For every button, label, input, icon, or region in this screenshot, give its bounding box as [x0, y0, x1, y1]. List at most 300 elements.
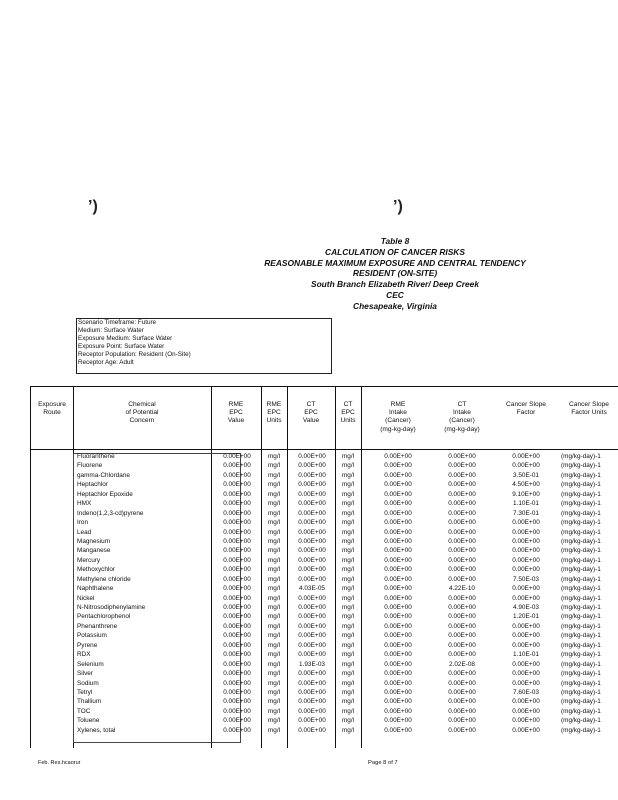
ct-epc-value: 0.00E+00	[298, 528, 326, 536]
rme-epc-units: mg/l	[267, 547, 281, 555]
ct-epc-units: mg/l	[341, 547, 355, 555]
cancer-slope-factor: 7.60E-03	[513, 688, 539, 696]
table-row	[31, 471, 618, 480]
rme-epc-units: mg/l	[267, 453, 281, 460]
ct-epc-units: mg/l	[341, 556, 355, 564]
rme-epc-units: mg/l	[267, 679, 281, 687]
chemical-name: Pentachlorophenol	[77, 613, 131, 621]
rme-intake: 0.00E+00	[384, 490, 412, 498]
ct-epc-value: 0.00E+00	[298, 471, 326, 479]
chemical-name: Heptachlor Epoxide	[77, 490, 133, 498]
rme-intake: 0.00E+00	[384, 566, 412, 574]
table-subtitle: REASONABLE MAXIMUM EXPOSURE AND CENTRAL TENDENCY	[264, 257, 526, 268]
cancer-slope-factor: 0.00E+00	[512, 528, 540, 536]
cancer-slope-factor-units: (mg/kg-day)-1	[561, 632, 601, 640]
rme-intake: 0.00E+00	[384, 613, 412, 621]
ct-intake: 2.02E-08	[449, 660, 475, 668]
rme-intake: 0.00E+00	[384, 585, 412, 593]
rme-epc-units: mg/l	[267, 707, 281, 715]
ct-intake: 0.00E+00	[448, 679, 476, 687]
ct-epc-value: 0.00E+00	[298, 604, 326, 611]
cancer-slope-factor: 1.10E-01	[513, 651, 539, 659]
ct-intake: 0.00E+00	[448, 641, 476, 649]
table-row	[31, 546, 618, 555]
ct-epc-value: 0.00E+00	[298, 519, 326, 527]
cancer-slope-factor-units: (mg/kg-day)-1	[561, 707, 601, 715]
ct-epc-value: 1.93E-03	[299, 660, 325, 668]
scenario-medium: Medium: Surface Water	[78, 326, 144, 334]
receptor-title: RESIDENT (ON-SITE)	[352, 268, 438, 279]
cancer-slope-factor-units: (mg/kg-day)-1	[561, 490, 601, 498]
rme-epc-value: 0.00E+00	[223, 604, 251, 611]
header-ct-epc-units: CT EPC Units	[340, 401, 356, 425]
rme-epc-units: mg/l	[267, 490, 281, 498]
table-row	[31, 669, 618, 678]
table-row	[31, 679, 618, 688]
ct-epc-units: mg/l	[341, 453, 355, 460]
chemical-name: HMX	[77, 500, 92, 508]
table-row	[31, 556, 618, 565]
rme-epc-units: mg/l	[267, 594, 281, 602]
scenario-exposure-point: Exposure Point: Surface Water	[78, 342, 165, 350]
cancer-slope-factor-units: (mg/kg-day)-1	[561, 481, 601, 489]
ct-epc-units: mg/l	[341, 707, 355, 715]
ct-epc-value: 0.00E+00	[298, 622, 326, 630]
chemical-name: Fluoranthene	[77, 453, 115, 460]
cancer-slope-factor-units: (mg/kg-day)-1	[561, 641, 601, 649]
ct-intake: 0.00E+00	[448, 462, 476, 470]
header-ct-intake: CT Intake (Cancer) (mg-kg-day)	[444, 401, 480, 433]
chemical-name: Nickel	[77, 594, 95, 602]
rme-intake: 0.00E+00	[384, 670, 412, 678]
table-title: CALCULATION OF CANCER RISKS	[325, 246, 465, 257]
ct-intake: 0.00E+00	[448, 471, 476, 479]
ct-intake: 0.00E+00	[448, 717, 476, 725]
ct-epc-units: mg/l	[341, 462, 355, 470]
rme-intake: 0.00E+00	[384, 519, 412, 527]
ct-intake: 0.00E+00	[448, 707, 476, 715]
cancer-slope-factor-units: (mg/kg-day)-1	[561, 471, 601, 479]
cancer-slope-factor: 0.00E+00	[512, 632, 540, 640]
ct-epc-units: mg/l	[341, 566, 355, 574]
rme-epc-units: mg/l	[267, 641, 281, 649]
footer-page-number: Page 8 of 7	[368, 760, 398, 766]
cancer-slope-factor: 0.00E+00	[512, 453, 540, 460]
table-row	[31, 603, 618, 612]
ct-intake: 0.00E+00	[448, 566, 476, 574]
header-rme-intake: RME Intake (Cancer) (mg-kg-day)	[380, 401, 416, 433]
ct-epc-value: 0.00E+00	[298, 453, 326, 460]
cancer-slope-factor: 0.00E+00	[512, 537, 540, 545]
ct-epc-value: 0.00E+00	[298, 613, 326, 621]
chemical-name: Pyrene	[77, 641, 98, 649]
ct-epc-units: mg/l	[341, 622, 355, 630]
table-row	[31, 660, 618, 669]
ct-epc-value: 4.03E-05	[299, 585, 325, 593]
ct-intake: 0.00E+00	[448, 556, 476, 564]
scenario-exposure-medium: Exposure Medium: Surface Water	[78, 334, 173, 342]
cancer-slope-factor-units: (mg/kg-day)-1	[561, 519, 601, 527]
chemical-name: Tetryl	[77, 688, 93, 696]
rme-epc-units: mg/l	[267, 651, 281, 659]
cancer-slope-factor: 0.00E+00	[512, 670, 540, 678]
chemical-name: Heptachlor	[77, 481, 108, 489]
ct-intake: 0.00E+00	[448, 688, 476, 696]
cancer-slope-factor: 7.30E-01	[513, 509, 539, 517]
rme-intake: 0.00E+00	[384, 707, 412, 715]
chemical-name: RDX	[77, 651, 91, 659]
ct-epc-value: 0.00E+00	[298, 632, 326, 640]
rme-epc-units: mg/l	[267, 519, 281, 527]
chemical-name: Thallium	[77, 698, 102, 706]
ct-epc-units: mg/l	[341, 585, 355, 593]
table-row	[31, 622, 618, 631]
rme-epc-units: mg/l	[267, 537, 281, 545]
ct-epc-units: mg/l	[341, 717, 355, 725]
rme-intake: 0.00E+00	[384, 528, 412, 536]
chemical-name: Fluorene	[77, 462, 103, 470]
ct-epc-value: 0.00E+00	[298, 726, 326, 734]
rme-intake: 0.00E+00	[384, 537, 412, 545]
rme-intake: 0.00E+00	[384, 462, 412, 470]
rme-epc-value: 0.00E+00	[223, 566, 251, 574]
scenario-receptor-age: Receptor Age: Adult	[78, 358, 134, 366]
rme-intake: 0.00E+00	[384, 594, 412, 602]
rme-intake: 0.00E+00	[384, 679, 412, 687]
ct-epc-units: mg/l	[341, 670, 355, 678]
chemical-name: Toluene	[77, 717, 100, 725]
rme-epc-value: 0.00E+00	[223, 717, 251, 725]
chemical-name: Xylenes, total	[77, 726, 116, 734]
footer-filename: Feb. Res.hcaorur	[38, 760, 81, 766]
ct-epc-units: mg/l	[341, 641, 355, 649]
ct-epc-value: 0.00E+00	[298, 537, 326, 545]
rme-epc-units: mg/l	[267, 500, 281, 508]
header-ct-epc-value: CT EPC Value	[302, 401, 320, 425]
rme-epc-units: mg/l	[267, 726, 281, 734]
rme-intake: 0.00E+00	[384, 651, 412, 659]
rme-epc-value: 0.00E+00	[223, 670, 251, 678]
cancer-slope-factor: 0.00E+00	[512, 679, 540, 687]
rme-intake: 0.00E+00	[384, 575, 412, 583]
rme-epc-units: mg/l	[267, 471, 281, 479]
cancer-slope-factor: 0.00E+00	[512, 707, 540, 715]
ct-epc-value: 0.00E+00	[298, 556, 326, 564]
table-row	[31, 726, 618, 735]
chemical-name: Naphthalene	[77, 585, 114, 593]
header-chemical: Chemical of Potential Concern	[125, 401, 159, 425]
ct-intake: 0.00E+00	[448, 519, 476, 527]
chemical-name: gamma-Chlordane	[77, 471, 130, 479]
ct-epc-units: mg/l	[341, 528, 355, 536]
ct-intake: 0.00E+00	[448, 500, 476, 508]
cancer-slope-factor: 0.00E+00	[512, 698, 540, 706]
cancer-slope-factor: 7.50E-03	[513, 575, 539, 583]
rme-epc-value: 0.00E+00	[223, 660, 251, 668]
table-row	[31, 499, 618, 508]
rme-epc-value: 0.00E+00	[223, 707, 251, 715]
cancer-risk-table	[30, 386, 618, 748]
site-name: South Branch Elizabeth River/ Deep Creek	[310, 279, 479, 290]
cancer-slope-factor-units: (mg/kg-day)-1	[561, 585, 601, 593]
rme-epc-units: mg/l	[267, 604, 281, 611]
ct-epc-units: mg/l	[341, 679, 355, 687]
rme-epc-value: 0.00E+00	[223, 519, 251, 527]
rme-intake: 0.00E+00	[384, 453, 412, 460]
cancer-slope-factor-units: (mg/kg-day)-1	[561, 509, 601, 517]
rme-epc-value: 0.00E+00	[223, 613, 251, 621]
ct-intake: 0.00E+00	[448, 481, 476, 489]
ct-epc-value: 0.00E+00	[298, 707, 326, 715]
header-cancer-slope-factor: Cancer Slope Factor	[506, 401, 546, 417]
ct-intake: 0.00E+00	[448, 490, 476, 498]
chemical-name: Mercury	[77, 556, 101, 564]
rme-epc-value: 0.00E+00	[223, 594, 251, 602]
rme-intake: 0.00E+00	[384, 604, 412, 611]
table-row	[31, 461, 618, 470]
rme-intake: 0.00E+00	[384, 547, 412, 555]
cancer-slope-factor-units: (mg/kg-day)-1	[561, 660, 601, 668]
table-body	[31, 452, 618, 735]
ct-epc-units: mg/l	[341, 613, 355, 621]
chemical-name: Lead	[77, 528, 92, 536]
cancer-slope-factor: 0.00E+00	[512, 462, 540, 470]
rme-epc-units: mg/l	[267, 632, 281, 640]
table-row	[31, 716, 618, 725]
cancer-slope-factor-units: (mg/kg-day)-1	[561, 594, 601, 602]
cancer-slope-factor: 1.20E-01	[513, 613, 539, 621]
ct-epc-value: 0.00E+00	[298, 575, 326, 583]
cancer-slope-factor-units: (mg/kg-day)-1	[561, 651, 601, 659]
ct-epc-value: 0.00E+00	[298, 500, 326, 508]
rme-intake: 0.00E+00	[384, 641, 412, 649]
ct-epc-value: 0.00E+00	[298, 679, 326, 687]
ct-epc-value: 0.00E+00	[298, 566, 326, 574]
table-row	[31, 480, 618, 489]
ct-epc-units: mg/l	[341, 594, 355, 602]
rme-epc-units: mg/l	[267, 688, 281, 696]
ct-intake: 0.00E+00	[448, 698, 476, 706]
cancer-slope-factor: 9.10E+00	[512, 490, 540, 498]
chemical-name: Phenanthrene	[77, 622, 118, 630]
scenario-box	[76, 318, 332, 374]
rme-epc-units: mg/l	[267, 670, 281, 678]
cancer-slope-factor-units: (mg/kg-day)-1	[561, 500, 601, 508]
cancer-slope-factor: 0.00E+00	[512, 556, 540, 564]
ct-epc-value: 0.00E+00	[298, 688, 326, 696]
cancer-slope-factor: 1.10E-01	[513, 500, 539, 508]
rme-epc-units: mg/l	[267, 509, 281, 517]
rme-intake: 0.00E+00	[384, 471, 412, 479]
cancer-slope-factor-units: (mg/kg-day)-1	[561, 575, 601, 583]
table-row	[31, 612, 618, 621]
cancer-slope-factor-units: (mg/kg-day)-1	[561, 604, 601, 611]
ct-epc-units: mg/l	[341, 660, 355, 668]
cancer-slope-factor-units: (mg/kg-day)-1	[561, 698, 601, 706]
table-row	[31, 537, 618, 546]
table-row	[31, 575, 618, 584]
rme-epc-value: 0.00E+00	[223, 471, 251, 479]
header-cancer-slope-factor-units: Cancer Slope Factor Units	[569, 401, 609, 417]
ct-epc-value: 0.00E+00	[298, 509, 326, 517]
ct-epc-units: mg/l	[341, 632, 355, 640]
ct-intake: 0.00E+00	[448, 453, 476, 460]
cancer-slope-factor-units: (mg/kg-day)-1	[561, 622, 601, 630]
chemical-name: Sodium	[77, 679, 99, 687]
cancer-slope-factor-units: (mg/kg-day)-1	[561, 717, 601, 725]
rme-epc-units: mg/l	[267, 698, 281, 706]
scenario-receptor-population: Receptor Population: Resident (On-Site)	[78, 350, 191, 358]
ct-epc-units: mg/l	[341, 490, 355, 498]
table-title-block	[230, 236, 560, 312]
cancer-slope-factor-units: (mg/kg-day)-1	[561, 726, 601, 734]
cancer-slope-factor-units: (mg/kg-day)-1	[561, 679, 601, 687]
rme-epc-value: 0.00E+00	[223, 500, 251, 508]
ct-intake: 0.00E+00	[448, 528, 476, 536]
cancer-slope-factor: 0.00E+00	[512, 660, 540, 668]
header-rme-epc-units: RME EPC Units	[266, 401, 282, 425]
chemical-name: Selenium	[77, 660, 104, 668]
ct-epc-units: mg/l	[341, 500, 355, 508]
rme-intake: 0.00E+00	[384, 500, 412, 508]
cancer-slope-factor: 0.00E+00	[512, 726, 540, 734]
rme-intake: 0.00E+00	[384, 717, 412, 725]
rme-intake: 0.00E+00	[384, 509, 412, 517]
rme-epc-value: 0.00E+00	[223, 537, 251, 545]
ct-epc-units: mg/l	[341, 471, 355, 479]
ct-epc-units: mg/l	[341, 481, 355, 489]
chemical-name: N-Nitrosodiphenylamine	[77, 604, 146, 611]
table-row	[31, 594, 618, 603]
cancer-slope-factor: 0.00E+00	[512, 585, 540, 593]
ct-epc-value: 0.00E+00	[298, 641, 326, 649]
table-row	[31, 631, 618, 640]
ct-intake: 4.22E-10	[449, 585, 475, 593]
rme-epc-value: 0.00E+00	[223, 547, 251, 555]
rme-intake: 0.00E+00	[384, 660, 412, 668]
rme-epc-units: mg/l	[267, 717, 281, 725]
rme-epc-value: 0.00E+00	[223, 509, 251, 517]
header-rme-epc-value: RME EPC Value	[227, 401, 245, 425]
cancer-slope-factor: 0.00E+00	[512, 641, 540, 649]
chemical-name: Silver	[77, 670, 93, 678]
ct-epc-value: 0.00E+00	[298, 462, 326, 470]
cancer-slope-factor: 4.90E-03	[513, 604, 539, 611]
rme-epc-value: 0.00E+00	[223, 632, 251, 640]
header-rule	[31, 449, 618, 450]
header-exposure-route: Exposure Route	[38, 401, 66, 417]
rme-intake: 0.00E+00	[384, 622, 412, 630]
cancer-slope-factor: 0.00E+00	[512, 622, 540, 630]
ct-epc-units: mg/l	[341, 509, 355, 517]
cancer-slope-factor-units: (mg/kg-day)-1	[561, 547, 601, 555]
chemical-name: TOC	[77, 707, 91, 715]
ct-epc-units: mg/l	[341, 651, 355, 659]
rme-intake: 0.00E+00	[384, 556, 412, 564]
table-row	[31, 509, 618, 518]
rme-epc-value: 0.00E+00	[223, 490, 251, 498]
ct-intake: 0.00E+00	[448, 651, 476, 659]
chemical-name: Manganese	[77, 547, 111, 555]
chemical-name: Methoxychlor	[77, 566, 116, 574]
ct-intake: 0.00E+00	[448, 632, 476, 640]
ct-intake: 0.00E+00	[448, 604, 476, 611]
table-row	[31, 452, 618, 461]
chemical-name: Methylene chloride	[77, 575, 131, 583]
table-row	[31, 641, 618, 650]
cancer-slope-factor: 0.00E+00	[512, 717, 540, 725]
rme-epc-value: 0.00E+00	[223, 622, 251, 630]
ct-epc-units: mg/l	[341, 519, 355, 527]
rme-epc-units: mg/l	[267, 556, 281, 564]
rme-intake: 0.00E+00	[384, 632, 412, 640]
rme-epc-units: mg/l	[267, 528, 281, 536]
table-row	[31, 518, 618, 527]
rme-epc-value: 0.00E+00	[223, 698, 251, 706]
ct-epc-units: mg/l	[341, 698, 355, 706]
rme-epc-value: 0.00E+00	[223, 651, 251, 659]
table-row	[31, 707, 618, 716]
rme-epc-units: mg/l	[267, 585, 281, 593]
rme-epc-value: 0.00E+00	[223, 688, 251, 696]
cancer-slope-factor-units: (mg/kg-day)-1	[561, 528, 601, 536]
cancer-slope-factor-units: (mg/kg-day)-1	[561, 537, 601, 545]
ct-epc-units: mg/l	[341, 726, 355, 734]
rme-epc-value: 0.00E+00	[223, 679, 251, 687]
cancer-slope-factor: 0.00E+00	[512, 566, 540, 574]
rme-epc-value: 0.00E+00	[223, 556, 251, 564]
site-code: CEC	[386, 289, 404, 300]
table-row	[31, 565, 618, 574]
rme-epc-value: 0.00E+00	[223, 462, 251, 470]
hole-punch-mark-right: ’)	[393, 198, 403, 215]
rme-epc-value: 0.00E+00	[223, 575, 251, 583]
cancer-slope-factor-units: (mg/kg-day)-1	[561, 566, 601, 574]
chemical-name: Magnesium	[77, 537, 111, 545]
rme-epc-units: mg/l	[267, 660, 281, 668]
chemical-name: Iron	[77, 519, 89, 527]
cancer-slope-factor: 4.50E+00	[512, 481, 540, 489]
ct-intake: 0.00E+00	[448, 670, 476, 678]
ct-epc-value: 0.00E+00	[298, 670, 326, 678]
ct-intake: 0.00E+00	[448, 575, 476, 583]
cancer-slope-factor-units: (mg/kg-day)-1	[561, 453, 601, 460]
table-row	[31, 490, 618, 499]
ct-intake: 0.00E+00	[448, 537, 476, 545]
table-row	[31, 697, 618, 706]
ct-epc-value: 0.00E+00	[298, 547, 326, 555]
ct-intake: 0.00E+00	[448, 622, 476, 630]
rme-epc-value: 0.00E+00	[223, 481, 251, 489]
table-row	[31, 584, 618, 593]
rme-epc-units: mg/l	[267, 622, 281, 630]
rme-intake: 0.00E+00	[384, 481, 412, 489]
chemical-name: Indeno(1,2,3-cd)pyrene	[77, 509, 144, 517]
cancer-slope-factor-units: (mg/kg-day)-1	[561, 556, 601, 564]
ct-intake: 0.00E+00	[448, 509, 476, 517]
table-row	[31, 528, 618, 537]
ct-intake: 0.00E+00	[448, 547, 476, 555]
site-location: Chesapeake, Virginia	[353, 300, 437, 311]
rme-epc-units: mg/l	[267, 575, 281, 583]
ct-intake: 0.00E+00	[448, 726, 476, 734]
cancer-slope-factor-units: (mg/kg-day)-1	[561, 688, 601, 696]
hole-punch-mark-left: ’)	[88, 198, 98, 215]
rme-epc-value: 0.00E+00	[223, 726, 251, 734]
ct-epc-units: mg/l	[341, 688, 355, 696]
ct-epc-value: 0.00E+00	[298, 490, 326, 498]
ct-epc-value: 0.00E+00	[298, 594, 326, 602]
